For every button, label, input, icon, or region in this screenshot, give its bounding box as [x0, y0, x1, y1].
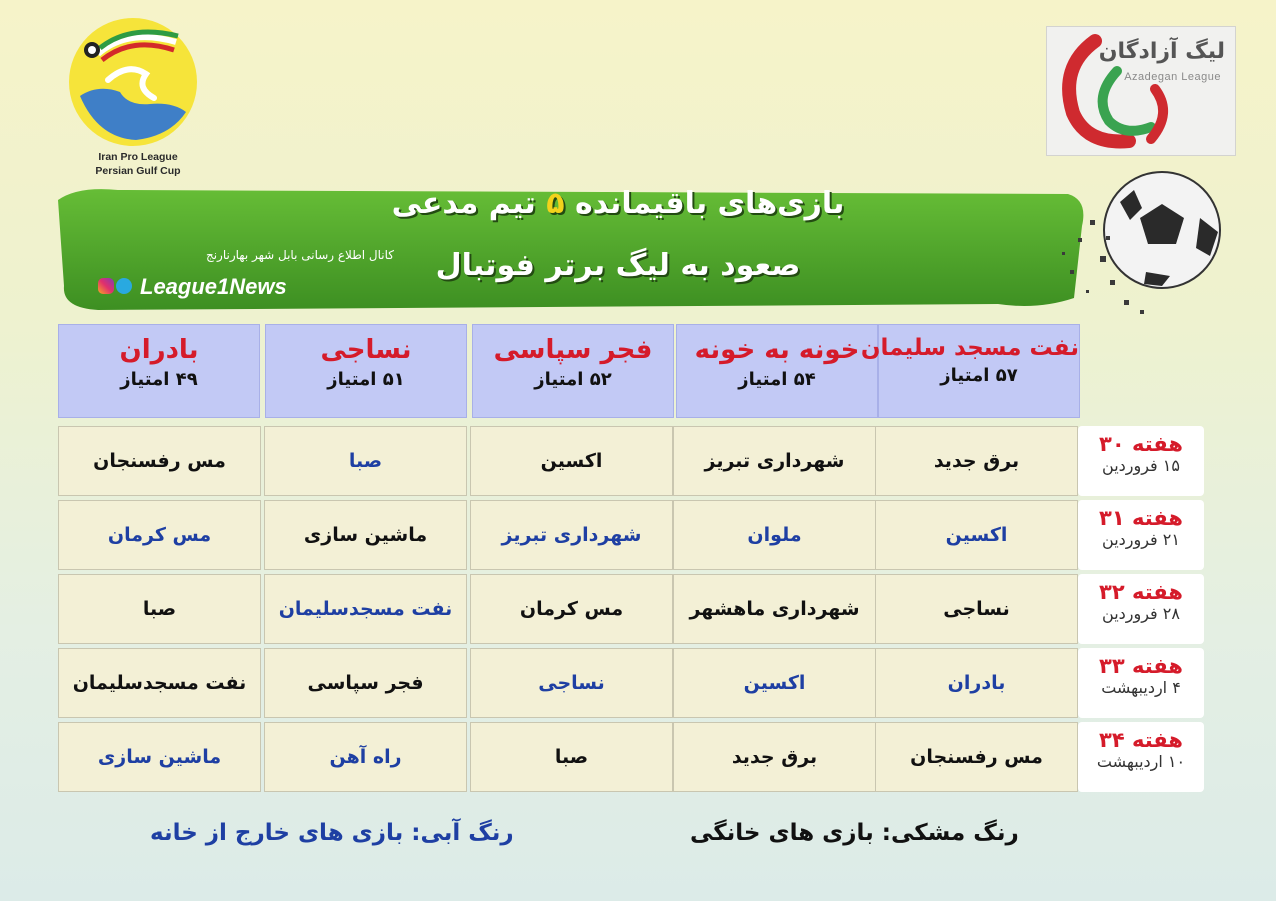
fixture-cell: ملوان — [673, 500, 876, 570]
banner-title — [358, 186, 878, 221]
week-name: هفته ۳۳ — [1099, 654, 1183, 678]
fixture-cell: نساجی — [470, 648, 673, 718]
week-name: هفته ۳۱ — [1099, 506, 1183, 530]
fixture-cell: ماشین سازی — [264, 500, 467, 570]
week-name: هفته ۳۲ — [1099, 580, 1183, 604]
fixture-cell: نفت مسجدسلیمان — [58, 648, 261, 718]
football-icon — [1050, 160, 1230, 330]
week-date: ۱۰ اردیبهشت — [1096, 752, 1186, 771]
azadegan-name-fa: لیگ آزادگان — [1098, 39, 1225, 64]
team-points: ۵۴ امتیاز — [738, 369, 816, 390]
team-points: ۵۷ امتیاز — [940, 365, 1018, 386]
ipl-name-line1: Iran Pro League — [98, 151, 178, 163]
telegram-icon — [116, 278, 132, 294]
team-name: نفت مسجد سلیمان — [860, 335, 1079, 361]
instagram-icon — [98, 278, 114, 294]
week-label-33 — [1078, 648, 1204, 718]
team-name: خونه به خونه — [694, 335, 860, 365]
team-name: نساجی — [320, 335, 412, 365]
channel-name: کانال اطلاع رسانی بابل شهر بهارنارنج — [205, 248, 394, 262]
azadegan-league-logo — [1046, 26, 1236, 156]
fixture-cell: اکسین — [470, 426, 673, 496]
fixture-cell: بادران — [875, 648, 1078, 718]
fixture-cell: مس رفسنجان — [875, 722, 1078, 792]
week-label-32 — [1078, 574, 1204, 644]
fixture-cell: فجر سپاسی — [264, 648, 467, 718]
fixture-cell: صبا — [58, 574, 261, 644]
fixture-cell: شهرداری ماهشهر — [673, 574, 876, 644]
fixture-cell: نساجی — [875, 574, 1078, 644]
fixture-cell: برق جدید — [673, 722, 876, 792]
title-banner — [58, 186, 1088, 310]
fixture-cell: صبا — [264, 426, 467, 496]
week-label-31 — [1078, 500, 1204, 570]
week-label-34 — [1078, 722, 1204, 792]
team-header-badran — [58, 324, 260, 418]
social-icons — [98, 278, 132, 294]
banner-title-suffix: تیم مدعی — [391, 186, 536, 221]
fixture-cell: برق جدید — [875, 426, 1078, 496]
fixture-cell: راه آهن — [264, 722, 467, 792]
iran-pro-league-logo — [58, 14, 208, 184]
fixture-cell: شهرداری تبریز — [673, 426, 876, 496]
fixture-cell: مس کرمان — [58, 500, 261, 570]
team-points: ۵۲ امتیاز — [534, 369, 612, 390]
fixture-cell: مس کرمان — [470, 574, 673, 644]
league1news-logo: League1News — [140, 274, 287, 299]
week-name: هفته ۳۴ — [1099, 728, 1183, 752]
legend-away-games: رنگ آبی: بازی های خارج از خانه — [150, 820, 514, 846]
team-points: ۵۱ امتیاز — [327, 369, 405, 390]
team-header-fajr-sepasi — [472, 324, 674, 418]
week-name: هفته ۳۰ — [1099, 432, 1183, 456]
fixture-cell: ماشین سازی — [58, 722, 261, 792]
week-date: ۴ اردیبهشت — [1101, 678, 1181, 697]
team-name: بادران — [119, 335, 199, 365]
team-points: ۴۹ امتیاز — [120, 369, 198, 390]
team-header-naft-masjed-soleyman — [860, 324, 1080, 418]
fixture-cell: مس رفسنجان — [58, 426, 261, 496]
fixture-cell: شهرداری تبریز — [470, 500, 673, 570]
fixture-cell: اکسین — [875, 500, 1078, 570]
fixture-cell: نفت مسجدسلیمان — [264, 574, 467, 644]
azadegan-name-en: Azadegan League — [1124, 71, 1221, 83]
week-date: ۱۵ فروردین — [1102, 456, 1180, 475]
fixture-cell: اکسین — [673, 648, 876, 718]
legend-home-games: رنگ مشکی: بازی های خانگی — [690, 820, 1019, 846]
week-date: ۲۱ فروردین — [1102, 530, 1180, 549]
banner-subtitle: صعود به لیگ برتر فوتبال — [435, 248, 801, 283]
banner-title-number: ۵ — [546, 186, 565, 221]
banner-title-prefix: بازی‌های باقیمانده — [575, 186, 845, 221]
ipl-name-line2: Persian Gulf Cup — [95, 165, 181, 177]
fixture-cell: صبا — [470, 722, 673, 792]
week-date: ۲۸ فروردین — [1102, 604, 1180, 623]
team-header-khooneh-be-khooneh — [676, 324, 878, 418]
team-name: فجر سپاسی — [493, 335, 653, 365]
week-label-30 — [1078, 426, 1204, 496]
team-header-nassaji — [265, 324, 467, 418]
ipl-emblem-icon — [58, 14, 208, 149]
